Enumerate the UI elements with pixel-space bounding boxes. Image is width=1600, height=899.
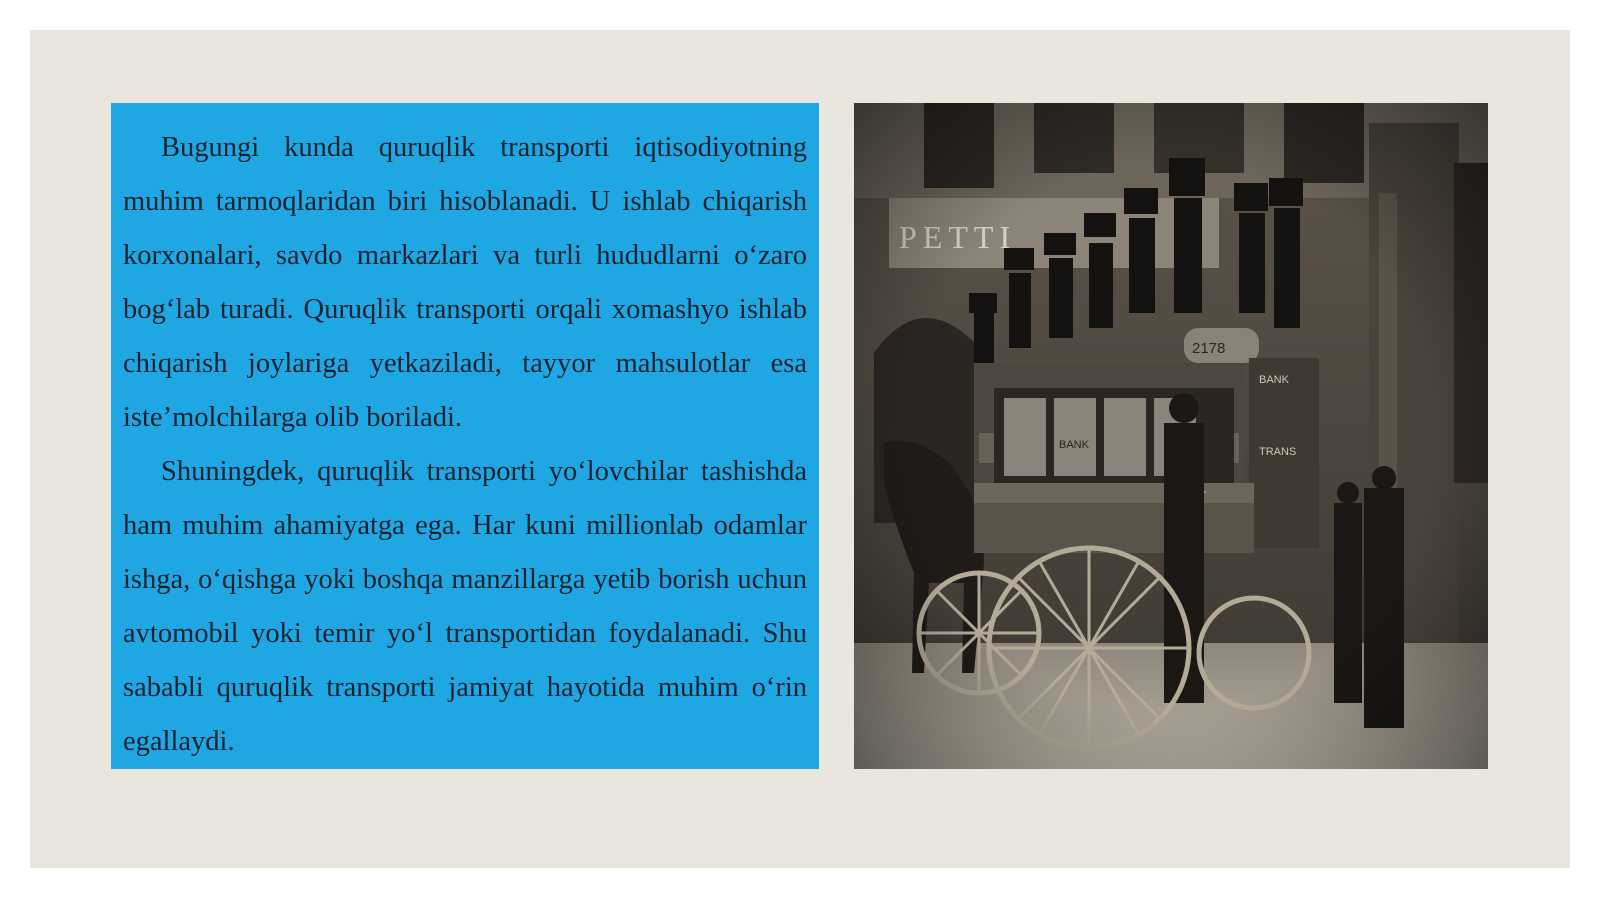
paragraph-1: Bugungi kunda quruqlik transporti iqtisodiyotning muhim tarmoqlaridan biri hisoblanadi. U ishlab chiqarish korxonalari, savdo markazlari va turli hududlarni o‘zaro bog‘lab turadi. Quruqlik transporti orqali xomashyo ishlab chiqarish joylariga yetkaziladi, tayyor mahsulotlar esa iste’molchilarga olib boriladi. <box>123 132 807 433</box>
text-box <box>111 103 819 769</box>
slide <box>30 30 1570 868</box>
paragraph-2: Shuningdek, quruqlik transporti yo‘lovchilar tashishda ham muhim ahamiyatga ega. Har kuni millionlab odamlar ishga, o‘qishga yoki boshqa manzillarga yetib borish uchun avtomobil yoki temir yo‘l transportidan foydalanadi. Shu sababli quruqlik transporti jamiyat hayotida muhim o‘rin egallaydi. <box>123 456 807 757</box>
horse-drawn-omnibus-photo <box>854 103 1488 769</box>
omnibus-photo <box>854 103 1488 769</box>
